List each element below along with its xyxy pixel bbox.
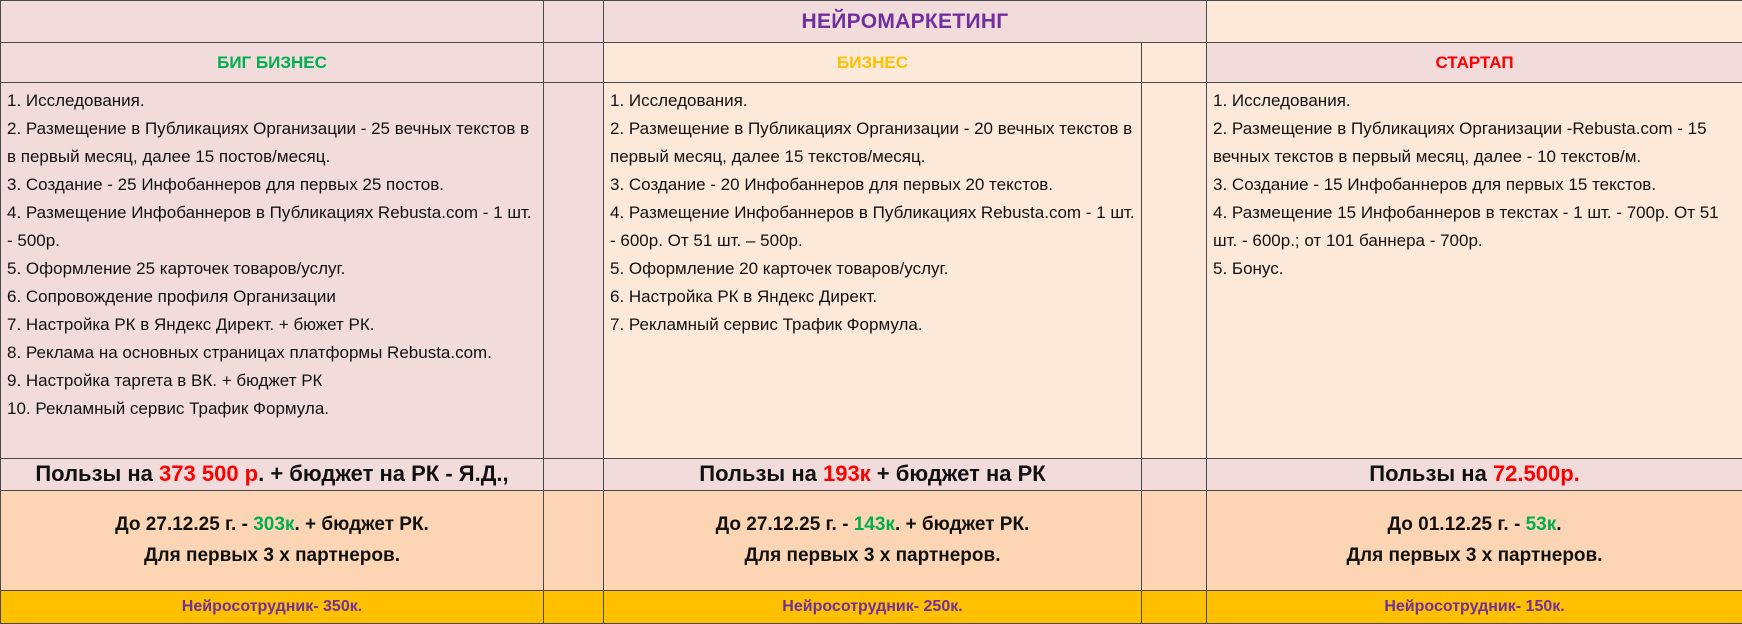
features-row bbox=[1, 83, 1742, 459]
tier-name-text: СТАРТАП bbox=[1435, 52, 1514, 72]
offer-business[interactable] bbox=[604, 490, 1142, 590]
feature-list bbox=[1, 83, 543, 423]
cell-d2[interactable] bbox=[1142, 43, 1207, 83]
cell-b6[interactable] bbox=[544, 590, 604, 623]
benefit-prefix: Пользы на bbox=[1369, 461, 1493, 487]
neuro-text: Нейросотрудник- 250к. bbox=[782, 597, 963, 615]
feature-item: 5. Оформление 25 карточек товаров/услуг. bbox=[7, 259, 346, 279]
neuro-text: Нейросотрудник- 150к. bbox=[1384, 597, 1565, 615]
tier-name-row bbox=[1, 43, 1742, 83]
neuro-row bbox=[1, 590, 1742, 623]
offer-line bbox=[604, 509, 1141, 540]
tier-name-text: БИГ БИЗНЕС bbox=[217, 52, 327, 72]
benefit-suffix: . + бюджет на РК - Я.Д., bbox=[258, 461, 509, 487]
offer-suffix: . bbox=[1556, 514, 1562, 536]
offer-big-business[interactable] bbox=[1, 490, 544, 590]
benefit-value: 72.500р. bbox=[1492, 461, 1580, 487]
benefit-prefix: Пользы на bbox=[699, 461, 823, 487]
offer-row bbox=[1, 490, 1742, 590]
offer-note: Для первых 3 х партнеров. bbox=[744, 545, 1001, 567]
cell-b5[interactable] bbox=[544, 490, 604, 590]
cell-b3[interactable] bbox=[544, 83, 604, 459]
feature-item: 3. Создание - 25 Инфобаннеров для первых 25 постов. bbox=[7, 175, 445, 195]
offer-prefix: До 01.12.25 г. - bbox=[1387, 514, 1526, 536]
benefit-startup[interactable] bbox=[1207, 458, 1742, 490]
feature-item: 5. Бонус. bbox=[1213, 259, 1284, 279]
benefit-value: 193к bbox=[822, 461, 871, 487]
benefit-row bbox=[1, 458, 1742, 490]
tier-name-big-business[interactable] bbox=[1, 43, 544, 83]
feature-item: 2. Размещение в Публикациях Организации -Rebusta.com - 15 вечных текстов в первый месяц, далее - 10 текстов/м. bbox=[1213, 119, 1707, 167]
feature-item: 2. Размещение в Публикациях Организации - 25 вечных текстов в в первый месяц, далее 15 постов/месяц. bbox=[7, 119, 530, 167]
cell-d3[interactable] bbox=[1142, 83, 1207, 459]
cell-d5[interactable] bbox=[1142, 490, 1207, 590]
offer-prefix: До 27.12.25 г. - bbox=[715, 514, 854, 536]
benefit-prefix: Пользы на bbox=[35, 461, 160, 487]
cell-b4[interactable] bbox=[544, 458, 604, 490]
feature-item: 2. Размещение в Публикациях Организации - 20 вечных текстов в первый месяц, далее 15 текстов/месяц. bbox=[610, 119, 1133, 167]
feature-item: 6. Сопровождение профиля Организации bbox=[7, 287, 336, 307]
feature-item: 1. Исследования. bbox=[7, 91, 145, 111]
feature-item: 7. Рекламный сервис Трафик Формула. bbox=[610, 315, 923, 335]
tier-name-startup[interactable] bbox=[1207, 43, 1742, 83]
cell-d6[interactable] bbox=[1142, 590, 1207, 623]
benefit-value: 373 500 р bbox=[159, 461, 259, 487]
offer-line bbox=[1207, 509, 1742, 540]
cell-b2[interactable] bbox=[544, 43, 604, 83]
benefit-big-business[interactable] bbox=[1, 458, 544, 490]
feature-item: 3. Создание - 20 Инфобаннеров для первых 20 текстов. bbox=[610, 175, 1054, 195]
neuro-startup[interactable] bbox=[1207, 590, 1742, 623]
page-title-text: НЕЙРОМАРКЕТИНГ bbox=[801, 9, 1009, 33]
feature-item: 3. Создание - 15 Инфобаннеров для первых 15 текстов. bbox=[1213, 175, 1657, 195]
feature-item: 8. Реклама на основных страницах платформы Rebusta.com. bbox=[7, 343, 492, 363]
neuro-text: Нейросотрудник- 350к. bbox=[181, 597, 363, 615]
features-startup[interactable] bbox=[1207, 83, 1742, 459]
offer-price: 53к bbox=[1525, 514, 1557, 536]
feature-item: 4. Размещение Инфобаннеров в Публикациях Rebusta.com - 1 шт. - 600р. От 51 шт. – 500р. bbox=[610, 203, 1135, 251]
offer-line bbox=[1, 509, 543, 540]
cell-d4[interactable] bbox=[1142, 458, 1207, 490]
features-big-business[interactable] bbox=[1, 83, 544, 459]
feature-item: 5. Оформление 20 карточек товаров/услуг. bbox=[610, 259, 949, 279]
offer-prefix: До 27.12.25 г. - bbox=[115, 514, 254, 536]
cell-e1[interactable] bbox=[1207, 1, 1742, 43]
features-business[interactable] bbox=[604, 83, 1142, 459]
benefit-business[interactable] bbox=[604, 458, 1142, 490]
page-title[interactable] bbox=[604, 1, 1207, 43]
feature-item: 10. Рекламный сервис Трафик Формула. bbox=[7, 399, 329, 419]
offer-suffix: . + бюджет РК. bbox=[294, 514, 429, 536]
title-row bbox=[1, 1, 1742, 43]
cell-a1[interactable] bbox=[1, 1, 544, 43]
cell-b1[interactable] bbox=[544, 1, 604, 43]
offer-price: 303к bbox=[253, 514, 295, 536]
feature-item: 9. Настройка таргета в ВК. + бюджет РК bbox=[7, 371, 323, 391]
feature-list bbox=[1207, 83, 1742, 283]
offer-note: Для первых 3 х партнеров. bbox=[1346, 545, 1603, 567]
offer-suffix: . + бюджет РК. bbox=[894, 514, 1030, 536]
feature-item: 4. Размещение Инфобаннеров в Публикациях Rebusta.com - 1 шт. - 500р. bbox=[7, 203, 532, 251]
neuro-big-business[interactable] bbox=[1, 590, 544, 623]
tier-name-text: БИЗНЕС bbox=[837, 52, 908, 72]
offer-price: 143к bbox=[853, 514, 895, 536]
feature-item: 1. Исследования. bbox=[610, 91, 748, 111]
feature-item: 6. Настройка РК в Яндекс Директ. bbox=[610, 287, 878, 307]
offer-startup[interactable] bbox=[1207, 490, 1742, 590]
feature-list bbox=[604, 83, 1141, 339]
tier-name-business[interactable] bbox=[604, 43, 1142, 83]
neuro-business[interactable] bbox=[604, 590, 1142, 623]
feature-item: 4. Размещение 15 Инфобаннеров в текстах - 1 шт. - 700р. От 51 шт. - 600р.; от 101 баннера - 700р. bbox=[1213, 203, 1719, 251]
offer-note: Для первых 3 х партнеров. bbox=[144, 545, 400, 567]
feature-item: 1. Исследования. bbox=[1213, 91, 1351, 111]
benefit-suffix: + бюджет на РК bbox=[870, 461, 1046, 487]
feature-item: 7. Настройка РК в Яндекс Директ. + бюжет РК. bbox=[7, 315, 375, 335]
